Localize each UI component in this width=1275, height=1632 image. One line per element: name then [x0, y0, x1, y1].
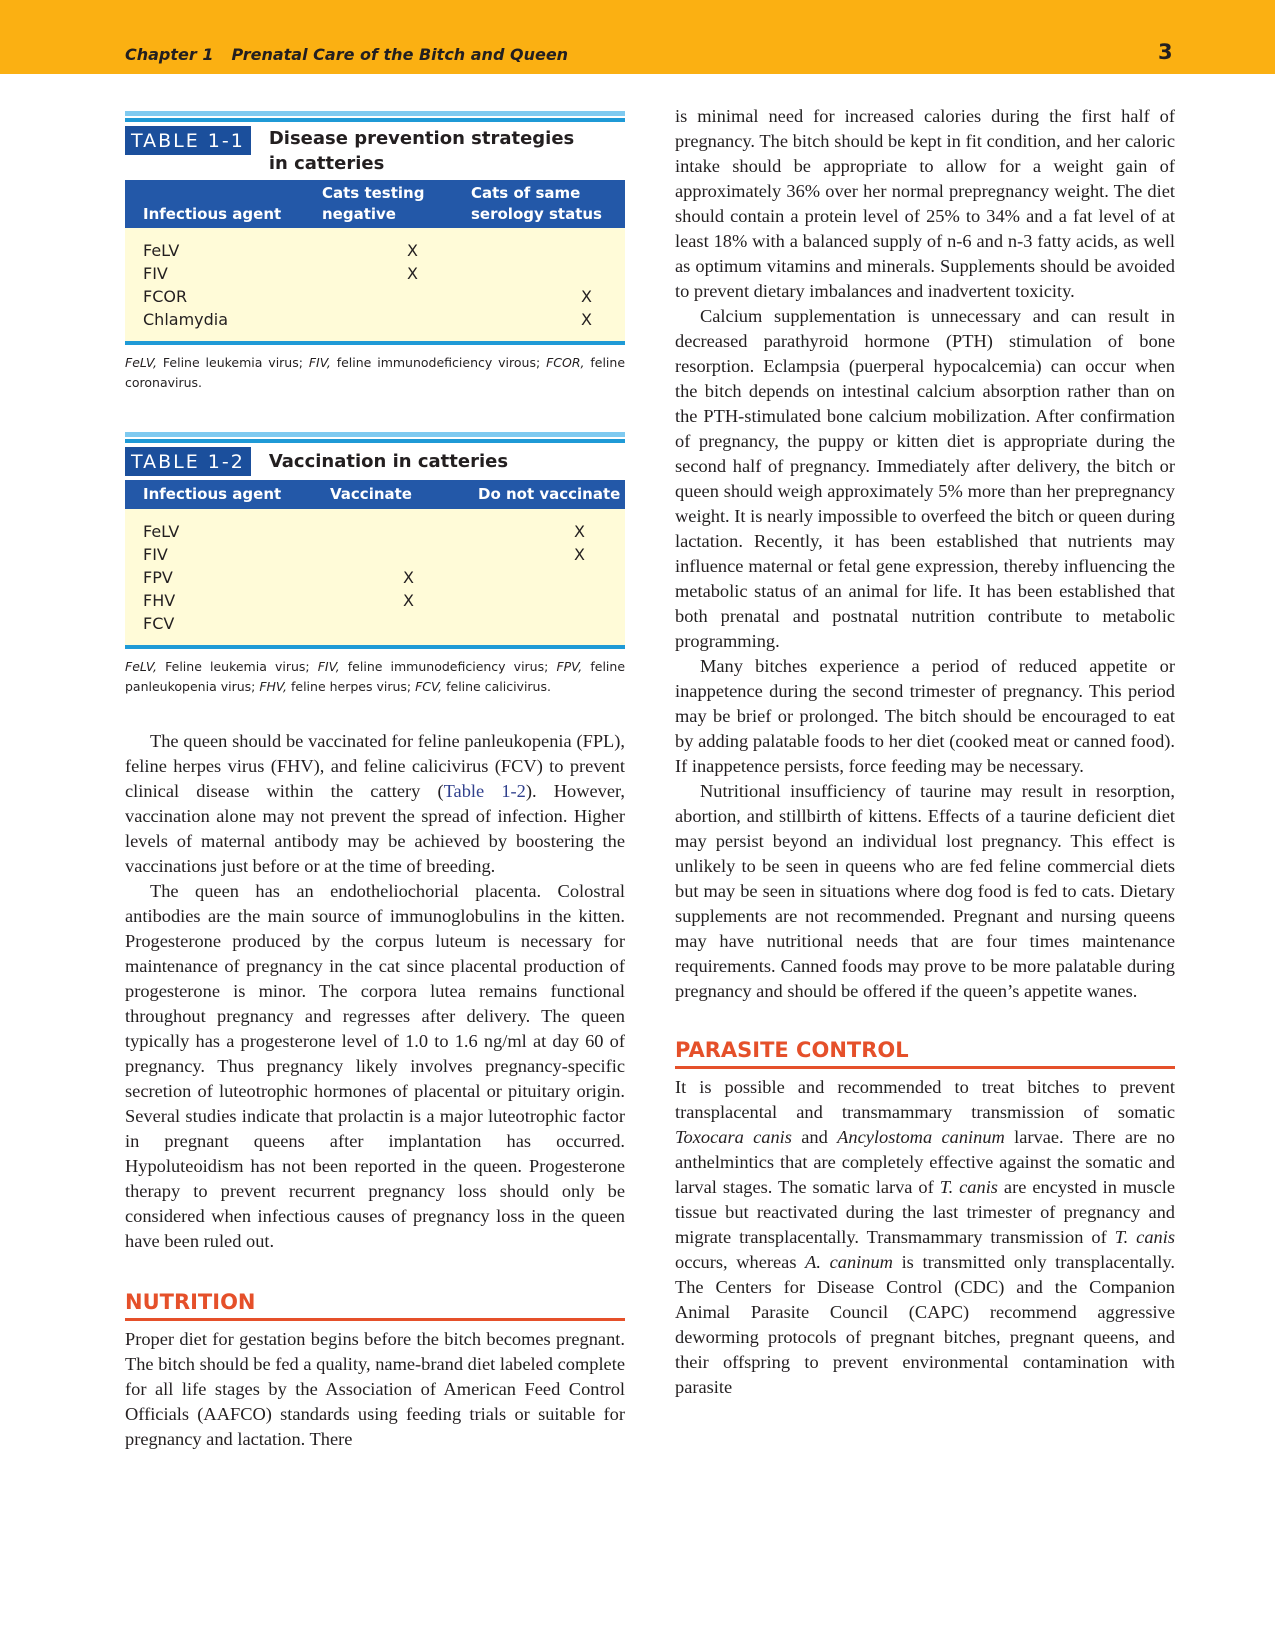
cell-agent: FIV: [143, 264, 168, 283]
cell-agent: FeLV: [143, 522, 180, 541]
section-rule: [675, 1066, 1175, 1069]
paragraph-text: occurs, whereas: [675, 1252, 806, 1272]
paragraph: [125, 729, 625, 879]
cell-vaccinate: [312, 520, 414, 543]
table-reference-link[interactable]: Table 1-2: [443, 781, 526, 801]
cell-vaccinate: X: [403, 568, 414, 587]
footnote-abbr: FIV,: [308, 355, 331, 370]
paragraph-text: ). However, vaccination alone may not prevent the spread of infection. Higher levels of maternal antibody may be achieved by boostering the vaccinations just before or at the time of breeding.: [125, 781, 625, 876]
nutrition-section: [125, 1288, 625, 1452]
right-column: [675, 104, 1175, 1400]
footnote-abbr: FPV,: [556, 659, 583, 674]
table-rule-light: [125, 111, 625, 116]
footnote-abbr: FeLV,: [125, 355, 158, 370]
paragraph: [675, 1075, 1175, 1400]
table-column-header: [125, 480, 625, 509]
footnote-abbr: FIV,: [317, 659, 340, 674]
left-column: [125, 111, 625, 1452]
table-rule-bottom: [125, 341, 625, 345]
footnote-text: feline panleukopenia virus;: [125, 659, 626, 694]
table-row: [125, 566, 625, 589]
cell-negative: X: [407, 241, 418, 260]
cell-negative: [312, 308, 418, 331]
table-column-header: [125, 180, 625, 228]
cell-vaccinate: X: [403, 591, 414, 610]
section-heading: NUTRITION: [125, 1290, 256, 1314]
table-row: [125, 520, 625, 543]
paragraph-text: The queen should be vaccinated for feline panleukopenia (FPL), feline herpes virus (FHV), and feline calicivirus (FCV) to prevent clinical disease within the cattery (: [125, 731, 625, 801]
table-rule-bottom: [125, 645, 625, 649]
column-header-vaccinate: Vaccinate: [330, 485, 412, 503]
left-body: [125, 729, 625, 1452]
table-title: Vaccination in catteries: [268, 451, 509, 472]
table-row: [125, 285, 625, 308]
column-header-line: serology status: [471, 205, 602, 223]
table-row: [125, 308, 625, 331]
cell-agent: FIV: [143, 545, 168, 564]
parasite-control-section: [675, 1036, 1175, 1400]
cell-serology: [418, 239, 592, 262]
chapter-title: Prenatal Care of the Bitch and Queen: [231, 45, 569, 64]
cell-vaccinate: [312, 543, 414, 566]
table-row: [125, 589, 625, 612]
cell-serology: [418, 262, 592, 285]
table-row: [125, 262, 625, 285]
footnote-text: feline coronavirus.: [125, 355, 626, 390]
column-header-negative: [312, 183, 462, 228]
table-rule-light: [125, 432, 625, 437]
table-heading: [125, 122, 625, 180]
footnote-text: feline immunodeficiency virus;: [339, 659, 557, 674]
cell-do-not-vaccinate: X: [574, 522, 585, 541]
paragraph: The queen has an endotheliochorial placenta. Colostral antibodies are the main source of immunoglobulins in the kitten. Progesterone produced by the corpus luteum is necessary for maintenance of pregnancy in the cat since placental production of progesterone is minor. The corpora lutea remains functional throughout pregnancy and regresses after delivery. The queen typically has a progesterone level of 1.0 to 1.6 ng/ml at day 60 of pregnancy. Thus pregnancy likely involves pregnancy-specific secretion of luteotrophic hormones of placental or pituitary origin. Several studies indicate that prolactin is a major luteotrophic factor in pregnant queens after implantation has occurred. Hypoluteoidism has not been reported in the queen. Progesterone therapy to prevent recurrent pregnancy loss should only be considered when infectious causes of pregnancy loss in the queen have been ruled out.: [125, 881, 625, 1251]
footnote-abbr: FHV,: [259, 679, 288, 694]
paragraph-text: It is possible and recommended to treat bitches to prevent transplacental and transmammary transmission of somatic: [675, 1077, 1175, 1122]
footnote-text: feline calicivirus.: [442, 679, 551, 694]
cell-agent: FCV: [143, 614, 175, 633]
paragraph-text: larvae. There are no anthelmintics that are completely effective against the somatic and larval stages. The somatic larva of: [675, 1127, 1175, 1197]
table-heading: [125, 443, 625, 480]
species-name: A. caninum: [805, 1252, 893, 1272]
chapter-label: Chapter 1: [125, 45, 214, 64]
paragraph-text: and: [791, 1127, 838, 1147]
table-title: [269, 126, 574, 176]
column-header-agent: Infectious agent: [143, 205, 282, 223]
species-name: T. canis: [1114, 1227, 1175, 1247]
page-number: 3: [1158, 40, 1173, 64]
table-title-line: Disease prevention strategies: [268, 128, 575, 149]
paragraph: Proper diet for gestation begins before the bitch becomes pregnant. The bitch should be fed a quality, name-brand diet labeled complete for all life stages by the Association of American Feed Control Officials (AAFCO) standards using feeding trials or suitable for pregnancy and lactation. There: [125, 1329, 625, 1449]
cell-do-not-vaccinate: [414, 589, 585, 612]
cell-agent: FCOR: [143, 287, 188, 306]
table-row: [125, 239, 625, 262]
column-header-line: Cats of same: [471, 184, 581, 202]
paragraph: Many bitches experience a period of reduced appetite or inappetence during the second trimester of pregnancy. This period may be brief or prolonged. The bitch should be encouraged to eat by adding palatable foods to her diet (cooked meat or canned food). If inappetence persists, force feeding may be necessary.: [675, 656, 1175, 776]
cell-agent: FeLV: [143, 241, 180, 260]
section-rule: [125, 1318, 625, 1321]
column-header-line: negative: [322, 205, 396, 223]
cell-serology: X: [581, 310, 592, 329]
cell-vaccinate: [312, 612, 414, 635]
column-header-line: Cats testing: [322, 184, 425, 202]
section-heading: PARASITE CONTROL: [675, 1038, 909, 1062]
footnote-text: feline herpes virus;: [287, 679, 416, 694]
paragraph: Nutritional insufficiency of taurine may result in resorption, abortion, and stillbirth of kittens. Effects of a taurine deficient diet may persist beyond an individual lost pregnancy. This effect is unlikely to be seen in queens who are fed feline commercial diets but may be seen in situations where dog food is fed to cats. Dietary supplements are not recommended. Pregnant and nursing queens may have nutritional needs that are four times maintenance requirements. Canned foods may prove to be more palatable during pregnancy and should be offered if the queen’s appetite wanes.: [675, 781, 1175, 1001]
paragraph-text: are encysted in muscle tissue but reactivated during the last trimester of pregnancy and migrate transplacentally. Transmammary transmission of: [675, 1177, 1176, 1247]
species-name: Toxocara canis: [675, 1127, 792, 1147]
table-1-1: [125, 111, 625, 393]
footnote-abbr: FCOR,: [546, 355, 585, 370]
footnote-text: Feline leukemia virus;: [157, 659, 318, 674]
cell-agent: FHV: [143, 591, 176, 610]
cell-agent: Chlamydia: [143, 310, 229, 329]
cell-negative: [312, 285, 418, 308]
footnote-abbr: FeLV,: [125, 659, 158, 674]
running-head: [125, 45, 568, 64]
table-tag: TABLE 1-1: [125, 126, 251, 155]
table-title-line: in catteries: [268, 153, 385, 174]
paragraph: is minimal need for increased calories during the first half of pregnancy. The bitch should be kept in fit condition, and her caloric intake should be appropriate to allow for a weight gain of approximately 36% over her normal prepregnancy weight. The diet should contain a protein level of 25% to 34% and a fat level of at least 18% with a balanced supply of n-6 and n-3 fatty acids, as well as optimum vitamins and minerals. Supplements should be avoided to prevent dietary imbalances and inadvertent toxicity.: [675, 106, 1175, 301]
column-header-serology: [462, 183, 625, 228]
cell-serology: X: [581, 287, 592, 306]
footnote-abbr: FCV,: [415, 679, 443, 694]
cell-agent: FPV: [143, 568, 173, 587]
table-body: [125, 228, 625, 341]
table-body: [125, 509, 625, 645]
paragraph-text: is transmitted only transplacentally. The Centers for Disease Control (CDC) and the Companion Animal Parasite Council (CAPC) recommend aggressive deworming protocols of pregnant bitches, pregnant queens, and their offspring to prevent environmental contamination with parasite: [675, 1252, 1176, 1397]
footnote-text: Feline leukemia virus;: [157, 355, 309, 370]
table-1-2: [125, 432, 625, 697]
column-header-agent: Infectious agent: [143, 485, 282, 503]
table-footnote: [125, 657, 625, 697]
cell-negative: X: [407, 264, 418, 283]
paragraph: Calcium supplementation is unnecessary and can result in decreased parathyroid hormone (PTH) stimulation of bone resorption. Eclampsia (puerperal hypocalcemia) can occur when the bitch depends on intestinal calcium absorption rather than on the PTH-stimulated bone calcium mobilization. After confirmation of pregnancy, the puppy or kitten diet is appropriate during the second half of pregnancy. Immediately after delivery, the bitch or queen should weigh approximately 5% more than her prepregnancy weight. It is nearly impossible to overfeed the bitch or queen during lactation. Recently, it has been established that nutrients may influence maternal or fetal gene expression, thereby influencing the metabolic status of an animal for life. It has been established that both prenatal and postnatal nutrition contribute to metabolic programming.: [675, 306, 1175, 651]
table-tag: TABLE 1-2: [125, 447, 251, 476]
footnote-text: feline immunodeficiency virous;: [330, 355, 547, 370]
cell-do-not-vaccinate: X: [574, 545, 585, 564]
column-header-do-not-vaccinate: Do not vaccinate: [478, 485, 621, 503]
species-name: Ancylostoma caninum: [837, 1127, 1005, 1147]
species-name: T. canis: [939, 1177, 998, 1197]
table-row: [125, 543, 625, 566]
table-row: [125, 612, 625, 635]
cell-do-not-vaccinate: [414, 566, 585, 589]
cell-do-not-vaccinate: [414, 612, 585, 635]
table-footnote: [125, 353, 625, 393]
